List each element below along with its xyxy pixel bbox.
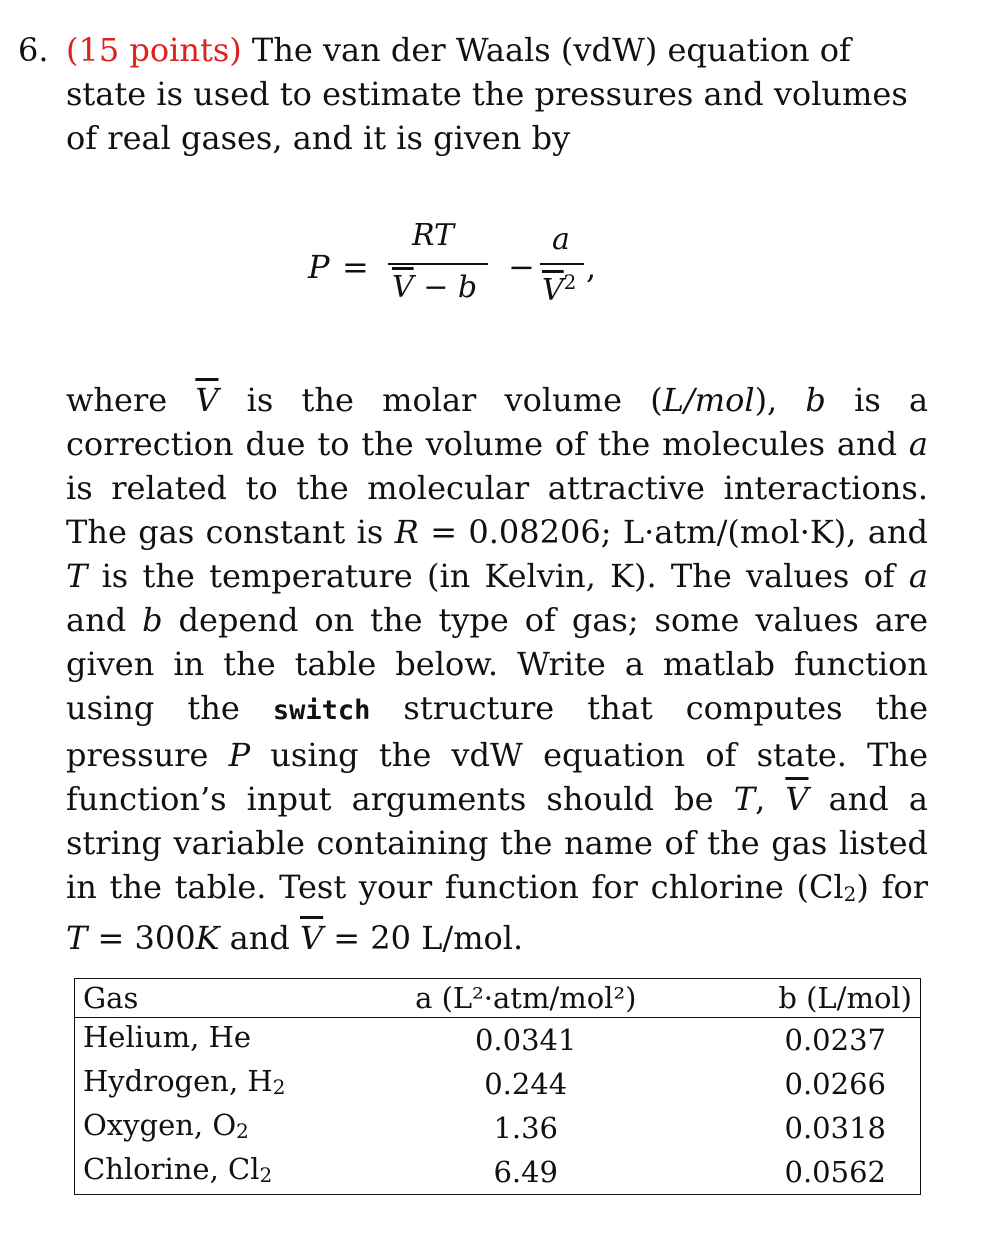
- b-value: 0.0266: [784, 1067, 886, 1101]
- table-row: [75, 1062, 921, 1106]
- eq-fraction-bar: [540, 263, 584, 265]
- table-header-row: [75, 979, 921, 1018]
- eq-numerator-a: a: [552, 222, 570, 257]
- eq-denominator-v-minus-b: $\overline{V} - b$: [392, 270, 478, 305]
- a-value: 0.244: [484, 1067, 568, 1101]
- eq-fraction-rt: [388, 218, 488, 318]
- table-row: [75, 1106, 921, 1150]
- intro-text: The van der Waals (vdW) equation of state is used to estimate the pressures and volumes of real gases, and it is given by: [66, 31, 908, 157]
- vbar-symbol: $\overline{V}$: [195, 381, 219, 419]
- header-a: a (L²·atm/mol²): [399, 979, 652, 1018]
- gas-name: Oxygen, $O_2$: [83, 1108, 249, 1143]
- problem-number: 6.: [18, 31, 49, 69]
- switch-keyword: switch: [272, 695, 371, 726]
- a-value: 0.0341: [474, 1023, 577, 1057]
- table-row: [75, 1018, 921, 1063]
- problem-intro: [66, 28, 928, 160]
- a-value: 1.36: [493, 1111, 559, 1145]
- table-row: [75, 1150, 921, 1195]
- eq-comma: ,: [586, 248, 597, 286]
- gas-name: Helium, He: [83, 1020, 252, 1054]
- vdw-equation: [308, 218, 628, 318]
- b-value: 0.0237: [784, 1023, 886, 1057]
- gas-name: Hydrogen, $H_2$: [83, 1064, 286, 1099]
- eq-lhs: P: [308, 248, 330, 286]
- b-value: 0.0562: [784, 1155, 886, 1189]
- gas-name: Chlorine, $Cl_2$: [83, 1152, 273, 1187]
- points-label: (15 points): [66, 31, 242, 69]
- vdw-constants-table: [74, 978, 921, 1195]
- header-gas: Gas: [75, 979, 400, 1018]
- b-value: 0.0318: [784, 1111, 886, 1145]
- eq-fraction-a: [540, 218, 584, 318]
- eq-equals: =: [342, 248, 369, 286]
- problem-description: where $\overline{V}$ is the molar volume (L/mol), b is a correction due to the volume of the molecules and a is related to the molecular attractive interactions. The gas constant is R = 0.08206; L·atm/(mol·K), and T is the temperature (in Kelvin, K). The values of a and b depend on the type of gas; some values are given in the table below. Write a matlab function using the switch structure that computes the pressure P using the vdW equation of state. The function’s input arguments should be T, $\overline{V}$ and a string variable containing the name of the gas listed in the table. Test your function for chlorine $(Cl_2)$ for T = 300K and $\overline{V} = 20$ L/mol.: [66, 381, 929, 957]
- eq-minus: −: [508, 248, 535, 286]
- header-b: b (L/mol): [652, 979, 920, 1018]
- eq-numerator-rt: RT: [412, 218, 455, 253]
- eq-fraction-bar: [388, 263, 488, 265]
- a-value: 6.49: [493, 1155, 559, 1189]
- eq-denominator-v-squared: $\overline{V}^2$: [542, 270, 577, 308]
